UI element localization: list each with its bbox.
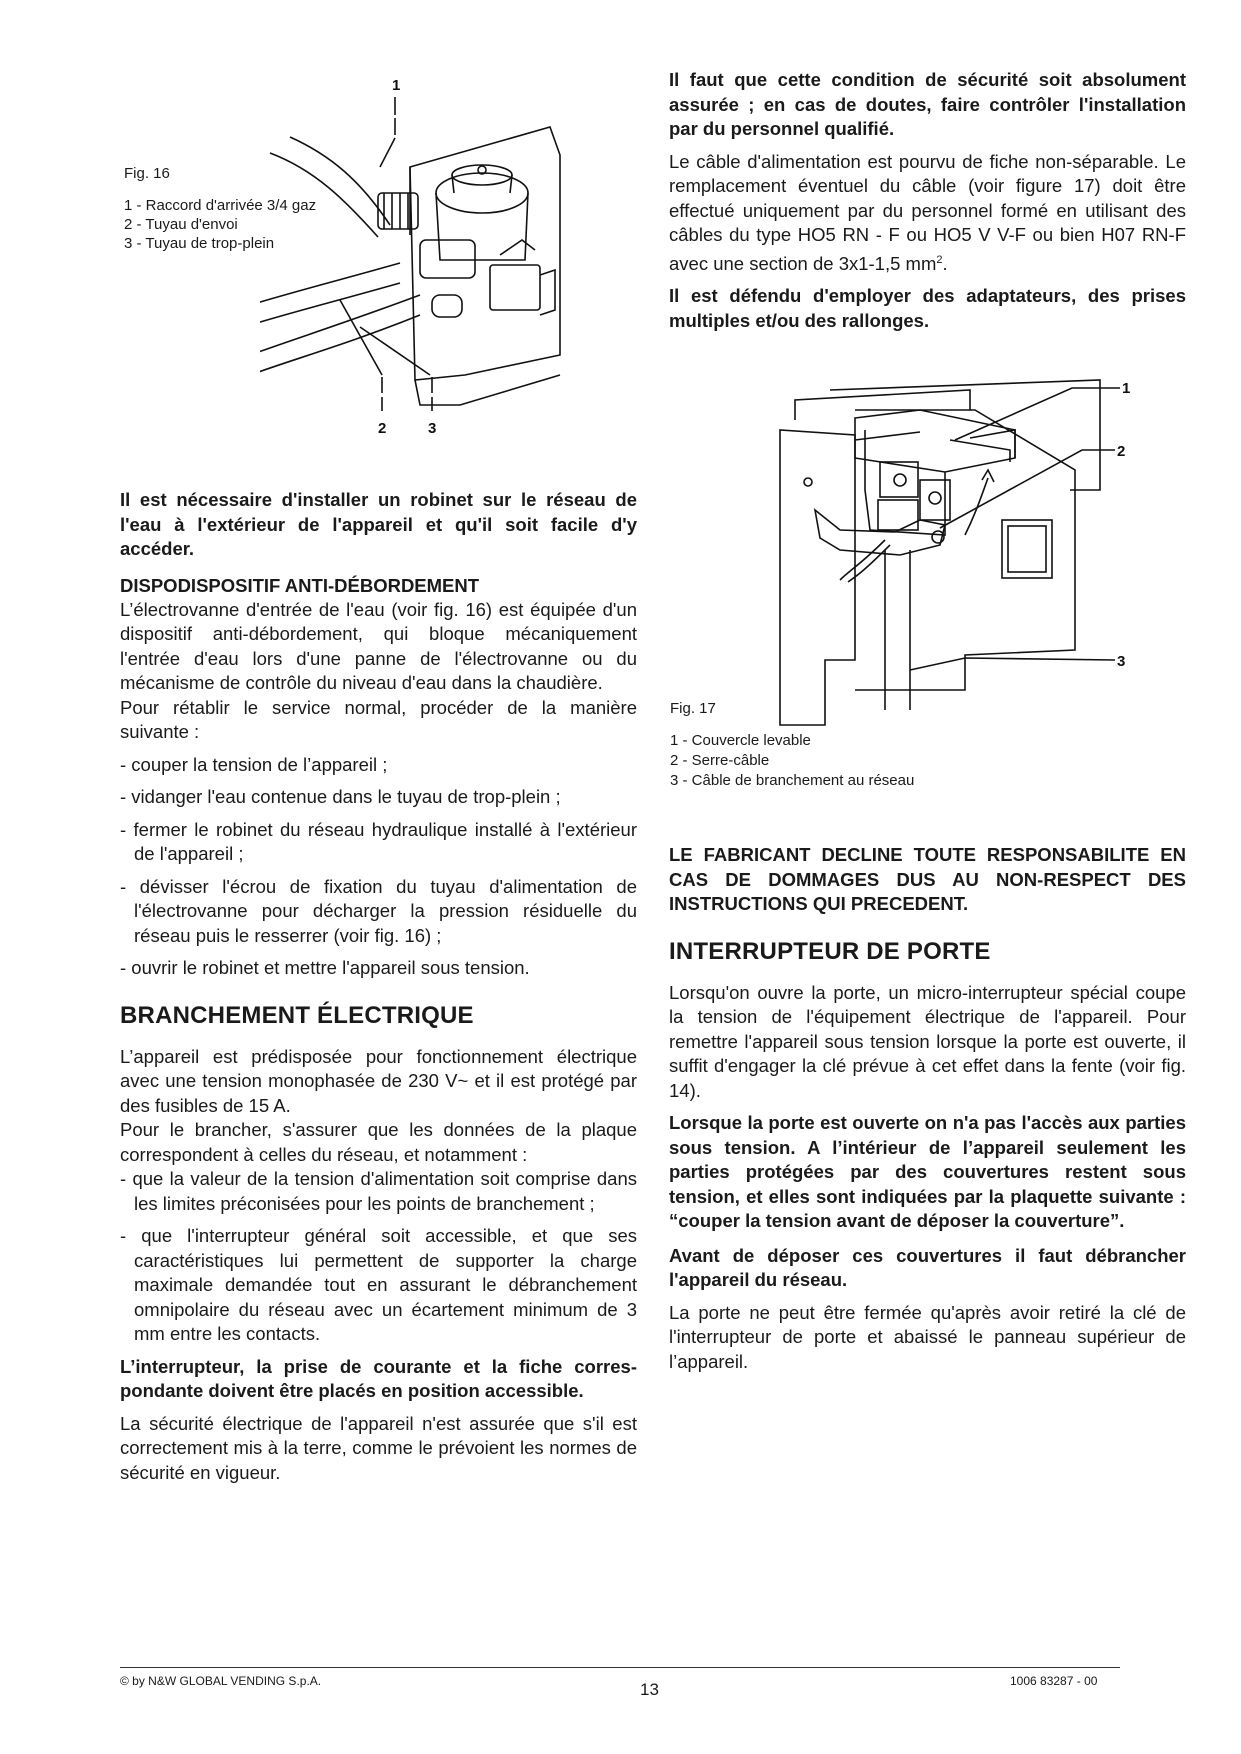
fig16-number-1: 1 bbox=[392, 77, 401, 94]
safety-notice: Il faut que cette condition de sécurité soit absolument assurée ; en cas de doutes, faire contrôler l'installation par du personnel qualifié. bbox=[669, 69, 1186, 139]
step-item: - dévisser l'écrou de fixation du tuyau d'alimentation de l'électrovanne pour décharger la pression résiduelle du réseau puis le resserrer (voir fig. 16) ; bbox=[120, 875, 637, 946]
fig17-label: Fig. 17 bbox=[670, 700, 716, 717]
fig17-number-2: 2 bbox=[1117, 443, 1126, 460]
footer-copyright: © by N&W GLOBAL VENDING S.p.A. bbox=[120, 1674, 322, 1688]
faucet-notice: Il est nécessaire d'installer un robinet sur le réseau de l'eau à l'extérieur de l'appareil et qu'il soit facile d'y accéder. bbox=[120, 489, 637, 559]
restore-paragraph: Pour rétablir le service normal, procéder de la manière suivante : bbox=[120, 696, 637, 742]
fig16-label: Fig. 16 bbox=[124, 165, 170, 182]
adapters-notice: Il est défendu d'employer des adaptateurs, des prises multiples et/ou des rallonges. bbox=[669, 285, 1186, 331]
door-warning: Lorsque la porte est ouverte on n'a pas l'accès aux parties sous tension. A l’intérieur de l’appareil seulement les parties protégées par des couvertures restent sous tension, et elles sont indiquées par la plaquette suivante : “couper la tension avant de déposer la couverture”. bbox=[669, 1112, 1186, 1231]
right-column-lower bbox=[669, 843, 1186, 1374]
fig17-number-3: 3 bbox=[1117, 653, 1126, 670]
fig16-number-2: 2 bbox=[378, 420, 387, 437]
check-item: - que l'interrupteur général soit accessible, et que ses caractéristiques lui permettent de supporter la charge maximale demandée tout en assurant le débranchement omnipolaire du réseau avec un écartement minimum de 3 mm entre les contacts. bbox=[120, 1225, 637, 1344]
step-item: - fermer le robinet du réseau hydraulique installé à l'extérieur de l'appareil ; bbox=[120, 818, 637, 864]
fig17-caption bbox=[670, 700, 990, 791]
footer-divider bbox=[120, 1667, 1120, 1668]
document-code: 1006 83287 - 00 bbox=[1010, 1674, 1098, 1688]
accessibility-notice: L’interrupteur, la prise de courante et la fiche correspondante doivent être placés en position accessible. bbox=[120, 1355, 637, 1401]
fig17-callout-2: 2 - Serre-câble bbox=[670, 752, 770, 769]
step-item: - vidanger l'eau contenue dans le tuyau de trop-plein ; bbox=[120, 786, 561, 807]
right-column bbox=[669, 68, 1186, 333]
step-item: - ouvrir le robinet et mettre l'appareil sous tension. bbox=[120, 957, 530, 978]
grounding-paragraph: La sécurité électrique de l'appareil n'est assurée que s'il est correctement mis à la terre, comme le prévoient les normes de sécurité en vigueur. bbox=[120, 1412, 637, 1483]
door-close-paragraph: La porte ne peut être fermée qu'après avoir retiré la clé de l'interrupteur de porte et abaissé le panneau supérieur de l’appareil. bbox=[669, 1301, 1186, 1372]
electrical-heading: BRANCHEMENT ÉLECTRIQUE bbox=[120, 1001, 474, 1029]
antioverflow-paragraph: L’électrovanne d'entrée de l'eau (voir fig. 16) est équipée d'un dispositif anti-débordement, qui bloque mécaniquement l'entrée d'eau lors d'une panne de l'électrovanne ou du mécanisme de contrôle du niveau d'eau dans la chaudière. bbox=[120, 598, 637, 693]
cable-period: . bbox=[942, 252, 948, 274]
fig16-number-3: 3 bbox=[428, 420, 437, 437]
electrical-check-paragraph: Pour le brancher, s'assurer que les données de la plaque correspondent à celles du réseau, et notamment : bbox=[120, 1119, 637, 1165]
step-item: - couper la tension de l’appareil ; bbox=[120, 753, 388, 775]
fig16-callout-1: 1 - Raccord d'arrivée 3/4 gaz bbox=[124, 197, 317, 214]
check-item: - que la valeur de la tension d'alimentation soit comprise dans les limites préconisées pour les points de branchement ; bbox=[120, 1168, 637, 1214]
fig17-number-1: 1 bbox=[1122, 380, 1131, 397]
cable-superscript: 2 bbox=[936, 253, 943, 266]
left-column bbox=[120, 488, 637, 1485]
fig17-drawing bbox=[770, 370, 1150, 730]
fig16-drawing bbox=[260, 75, 660, 465]
cover-warning: Avant de déposer ces couvertures il faut débrancher l'appareil du réseau. bbox=[669, 1244, 1186, 1290]
cable-paragraph bbox=[669, 150, 1186, 277]
cable-text: Le câble d'alimentation est pourvu de fiche non-séparable. Le remplacement éventuel du câble (voir figure 17) doit être effectué uniquement par du personnel formé en utilisant des câbles du type HO5 RN - F ou HO5 V V-F ou bien H07 RN-F avec une section de 3x1-1,5 mm bbox=[669, 150, 1186, 274]
fig17-callout-3: 3 - Câble de branchement au réseau bbox=[670, 772, 915, 789]
fig16-callout-2: 2 - Tuyau d'envoi bbox=[124, 216, 238, 233]
door-switch-heading: INTERRUPTEUR DE PORTE bbox=[669, 937, 991, 965]
door-paragraph: Lorsqu'on ouvre la porte, un micro-interrupteur spécial coupe la tension de l'équipement électrique de l'appareil. Pour remettre l'appareil sous tension lorsque la porte est ouverte, il suffit d'engager la clé prévue à cet effet dans la fente (voir fig. 14). bbox=[669, 981, 1186, 1101]
disclaimer: LE FABRICANT DECLINE TOUTE RESPONSABILITE EN CAS DE DOMMAGES DUS AU NON-RESPECT DES INSTRUCTIONS QUI PRECEDENT. bbox=[669, 844, 1186, 914]
antioverflow-heading: DISPODISPOSITIF ANTI-DÉBORDEMENT bbox=[120, 574, 480, 596]
electrical-paragraph: L’appareil est prédisposée pour fonctionnement électrique avec une tension monophasée de 230 V~ et il est protégé par des fusibles de 15 A. bbox=[120, 1045, 637, 1116]
fig16-callout-3: 3 - Tuyau de trop-plein bbox=[124, 235, 275, 252]
page-number: 13 bbox=[640, 1680, 659, 1699]
fig17-callout-1: 1 - Couvercle levable bbox=[670, 732, 811, 749]
